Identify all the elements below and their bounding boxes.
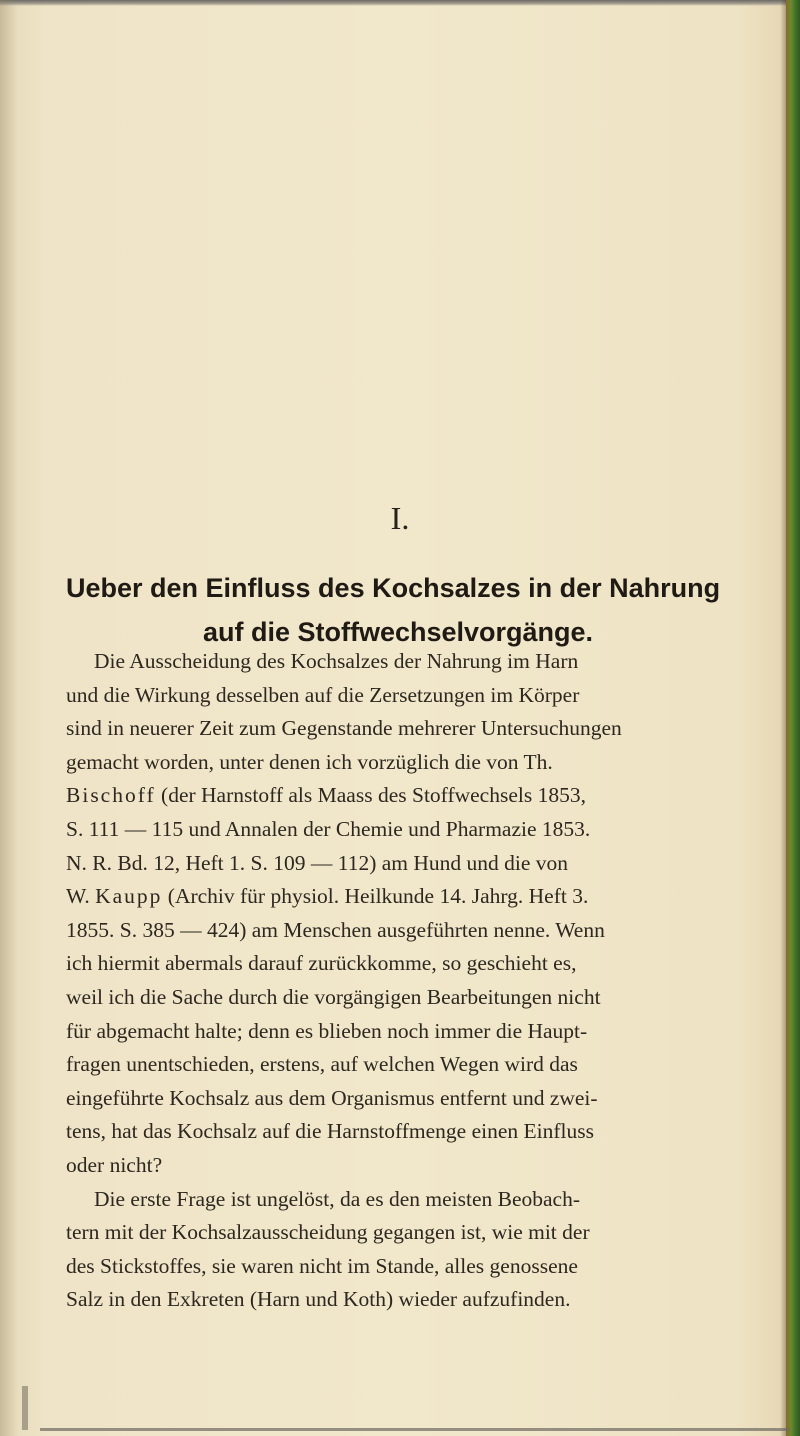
text-line: Die Ausscheidung des Kochsalzes der Nahrung im Harn <box>94 649 579 673</box>
author-name-bischoff: Bischoff <box>66 783 156 808</box>
page-left-shadow <box>0 0 18 1436</box>
text-line: oder nicht? <box>66 1152 163 1177</box>
chapter-number: I. <box>390 500 410 536</box>
text-line-rest: (Archiv für physiol. Heilkunde 14. Jahrg. Heft 3. <box>162 884 589 909</box>
text-line: für abgemacht halte; denn es blieben noch immer die Haupt- <box>66 1018 588 1043</box>
author-initial: W. <box>66 884 96 909</box>
page-bottom-edge <box>40 1428 790 1431</box>
text-line <box>66 779 746 813</box>
text-line: und die Wirkung desselben auf die Zersetzungen im Körper <box>66 682 580 707</box>
book-spine <box>786 0 800 1436</box>
text-line-rest: (der Harnstoff als Maass des Stoffwechsels 1853, <box>155 783 586 808</box>
text-line: 1855. S. 385 — 424) am Menschen ausgeführten nenne. Wenn <box>66 917 605 942</box>
text-line <box>66 880 746 914</box>
text-line: Salz in den Exkreten (Harn und Koth) wieder aufzufinden. <box>66 1287 571 1312</box>
text-line: sind in neuerer Zeit zum Gegenstande mehrerer Untersuchungen <box>66 716 622 741</box>
chapter-title-line-1: Ueber den Einfluss des Kochsalzes in der Nahrung <box>66 573 721 603</box>
text-line: ich hiermit abermals darauf zurückkomme, so geschieht es, <box>66 951 577 976</box>
chapter-title <box>66 566 750 654</box>
text-line: tens, hat das Kochsalz auf die Harnstoffmenge einen Einfluss <box>66 1119 594 1144</box>
text-line: N. R. Bd. 12, Heft 1. S. 109 — 112) am Hund und die von <box>66 850 569 875</box>
text-line: tern mit der Kochsalzausscheidung gegangen ist, wie mit der <box>66 1220 590 1245</box>
author-name-kaupp: Kaupp <box>95 884 163 909</box>
text-line: Die erste Frage ist ungelöst, da es den meisten Beobach- <box>94 1186 580 1211</box>
text-line: fragen unentschieden, erstens, auf welchen Wegen wird das <box>66 1052 578 1077</box>
text-line: S. 111 — 115 und Annalen der Chemie und Pharmazie 1853. <box>66 816 591 841</box>
text-line: des Stickstoffes, sie waren nicht im Stande, alles genossene <box>66 1253 578 1278</box>
page-edge-mark <box>22 1386 28 1430</box>
text-line: weil ich die Sache durch die vorgängigen Bearbeitungen nicht <box>66 984 601 1009</box>
page-top-edge <box>0 0 790 6</box>
chapter-title-line-2: auf die Stoffwechselvorgänge. <box>202 617 594 647</box>
text-line: gemacht worden, unter denen ich vorzüglich die von Th. <box>66 749 553 774</box>
text-line: eingeführte Kochsalz aus dem Organismus entfernt und zwei- <box>66 1085 598 1110</box>
body-text <box>66 645 746 1317</box>
